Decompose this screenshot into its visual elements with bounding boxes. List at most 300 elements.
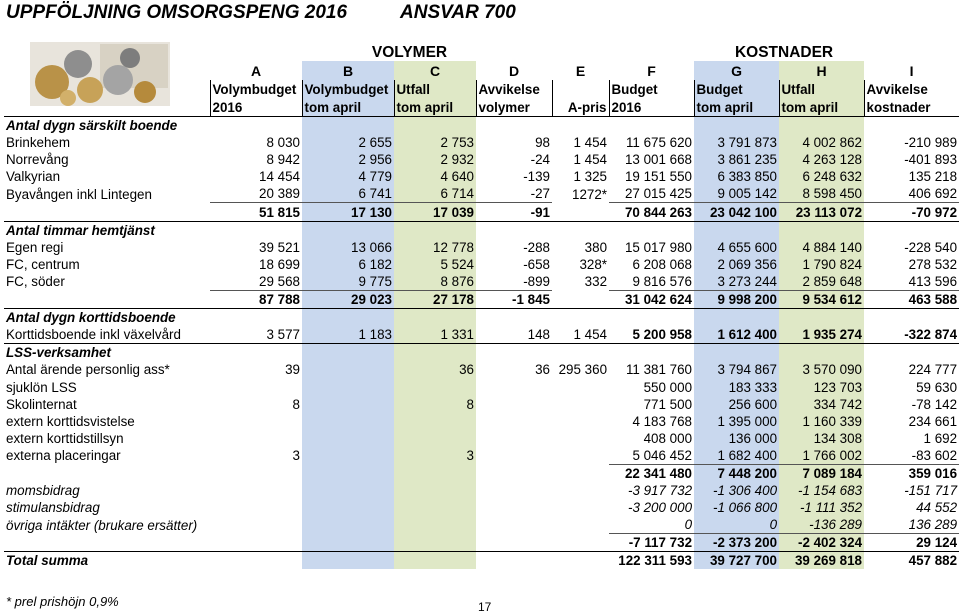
column-letter: D	[508, 63, 520, 79]
cell	[210, 378, 302, 395]
column-header: Utfall	[394, 80, 476, 98]
cell: -83 602	[911, 447, 958, 463]
cell: 4 655 600	[694, 239, 779, 256]
cell	[552, 396, 609, 413]
cell	[552, 290, 609, 308]
cell	[779, 309, 864, 327]
table-row	[4, 430, 959, 447]
column-header: Avvikelse	[864, 80, 959, 98]
cell: 3 794 867	[694, 361, 779, 378]
row-label: Egen regi	[6, 239, 64, 255]
cell: 51 815	[210, 203, 302, 221]
cell	[864, 117, 959, 135]
cell	[552, 117, 609, 135]
cell: -228 540	[904, 239, 958, 255]
cell: 4 183 768	[632, 413, 693, 429]
column-letter: H	[779, 61, 864, 80]
cell: 5 200 958	[632, 327, 693, 343]
cell	[694, 344, 779, 362]
omsorgspeng-table	[4, 41, 959, 569]
table-row	[4, 168, 959, 185]
cell: 3 861 235	[694, 151, 779, 168]
cell: -322 874	[904, 327, 958, 343]
cell	[210, 499, 302, 516]
cell	[552, 309, 609, 327]
row-label: Brinkehem	[6, 135, 71, 151]
column-header: tom april	[394, 98, 476, 117]
table-row	[4, 447, 959, 465]
cell: 4 002 862	[779, 134, 864, 151]
cell	[552, 464, 609, 482]
cell	[210, 552, 302, 570]
cell: 183 333	[694, 378, 779, 395]
cell	[302, 516, 394, 534]
section-header-row	[4, 309, 959, 327]
cell: -401 893	[904, 152, 958, 168]
section-header-row	[4, 344, 959, 362]
cell	[210, 117, 302, 135]
cell: 8 942	[266, 152, 300, 168]
cell	[302, 499, 394, 516]
cell: 8 598 450	[779, 185, 864, 203]
cell	[210, 309, 302, 327]
cell: 3	[394, 447, 476, 465]
column-header: Utfall	[779, 80, 864, 98]
cell	[302, 447, 394, 465]
cell: 6 248 632	[779, 168, 864, 185]
cell: 3 791 873	[694, 134, 779, 151]
cell	[609, 309, 694, 327]
cell	[394, 430, 476, 447]
column-letter: G	[694, 61, 779, 80]
cell	[476, 499, 552, 516]
column-header: 2016	[609, 98, 694, 117]
column-header	[552, 80, 609, 98]
cell: 1 454	[573, 135, 608, 151]
cell: 328*	[579, 256, 608, 272]
row-label: Byavången inkl Lintegen	[6, 186, 152, 202]
table-row	[4, 499, 959, 516]
cell	[302, 534, 394, 552]
row-label: FC, söder	[6, 274, 65, 290]
cell: 224 777	[908, 362, 958, 378]
cell: 15 017 980	[624, 239, 693, 255]
cell: 1 454	[573, 152, 608, 168]
cell: 1 160 339	[779, 413, 864, 430]
column-header: Budget	[609, 80, 694, 98]
cell	[210, 534, 302, 552]
cell: 334 742	[779, 396, 864, 413]
total-row	[4, 552, 959, 570]
cell	[302, 344, 394, 362]
cell	[476, 221, 552, 239]
cell	[864, 221, 959, 239]
cell: 5 524	[394, 256, 476, 273]
row-label: Antal dygn korttidsboende	[4, 309, 210, 327]
cell: -1 306 400	[694, 482, 779, 499]
kostnader-group-label: KOSTNADER	[734, 44, 834, 61]
cell: 2 956	[302, 151, 394, 168]
row-label: externa placeringar	[6, 448, 121, 464]
cell: 19 151 550	[624, 169, 693, 185]
cell: -24	[530, 152, 550, 168]
cell: 9 534 612	[779, 290, 864, 308]
cell	[394, 117, 476, 135]
column-letter: C	[394, 61, 476, 80]
cell	[552, 413, 609, 430]
cell	[552, 221, 609, 239]
cell: 1 692	[923, 430, 958, 446]
cell	[552, 534, 609, 552]
cell: 39 727 700	[694, 552, 779, 570]
cell: 98	[535, 135, 550, 151]
cell: 5 046 452	[632, 447, 693, 463]
cell: 2 753	[394, 134, 476, 151]
cell	[210, 413, 302, 430]
cell	[476, 309, 552, 327]
cell	[694, 309, 779, 327]
cell	[210, 464, 302, 482]
cell: -1 845	[476, 290, 552, 308]
column-header: Volymbudget	[302, 80, 394, 98]
cell	[210, 482, 302, 499]
cell: 20 389	[259, 186, 300, 202]
row-label: Skolinternat	[6, 396, 77, 412]
cell	[476, 413, 552, 430]
column-letter: A	[250, 63, 262, 79]
cell	[694, 117, 779, 135]
cell	[552, 516, 609, 534]
cell: 3 577	[266, 327, 300, 343]
cell: 7 089 184	[779, 464, 864, 482]
cell	[864, 344, 959, 362]
column-header: A-pris	[552, 98, 609, 117]
cell: 4 640	[394, 168, 476, 185]
cell: 771 500	[643, 396, 693, 412]
row-label: stimulansbidrag	[6, 500, 100, 516]
cell	[302, 378, 394, 395]
cell	[552, 378, 609, 395]
column-header: Avvikelse	[476, 80, 552, 98]
cell: 18 699	[259, 256, 300, 272]
column-header: kostnader	[864, 98, 959, 117]
cell: 8	[292, 396, 300, 412]
cell: 1 682 400	[694, 447, 779, 465]
cell: 359 016	[864, 464, 959, 482]
cell: 36	[535, 362, 550, 378]
cell: 29 124	[864, 534, 959, 552]
cell: 1272*	[572, 186, 608, 202]
cell	[302, 309, 394, 327]
cell	[552, 499, 609, 516]
cell: 332	[584, 274, 608, 290]
cell: 14 454	[259, 169, 300, 185]
cell	[210, 430, 302, 447]
cell	[476, 344, 552, 362]
row-label: Total summa	[4, 552, 210, 570]
cell	[864, 309, 959, 327]
cell	[302, 413, 394, 430]
cell	[394, 552, 476, 570]
cell: 29 568	[259, 273, 300, 289]
cell: 122 311 593	[609, 552, 694, 570]
cell: 2 655	[302, 134, 394, 151]
row-label: Valkyrian	[6, 169, 61, 185]
cell	[394, 413, 476, 430]
table-row	[4, 413, 959, 430]
cell	[302, 552, 394, 570]
cell: 234 661	[908, 413, 958, 429]
cell	[394, 309, 476, 327]
column-letter-row	[4, 61, 959, 80]
cell: 1 183	[302, 326, 394, 344]
cell: 123 703	[779, 378, 864, 395]
cell: 87 788	[210, 290, 302, 308]
cell: 380	[584, 239, 608, 255]
row-label: momsbidrag	[6, 483, 80, 499]
row-label: LSS-verksamhet	[4, 344, 210, 362]
row-label: FC, centrum	[6, 256, 80, 272]
cell: -91	[476, 203, 552, 221]
cell: 4 263 128	[779, 151, 864, 168]
cell	[394, 499, 476, 516]
cell: 13 001 668	[624, 152, 693, 168]
cell: -3 917 732	[627, 483, 693, 499]
table-row	[4, 482, 959, 499]
cell: 6 383 850	[694, 168, 779, 185]
cell: 11 381 760	[625, 362, 693, 378]
cell	[609, 117, 694, 135]
row-label: övriga intäkter (brukare ersätter)	[6, 517, 198, 533]
column-header: Budget	[694, 80, 779, 98]
table-row	[4, 396, 959, 413]
cell: -1 066 800	[694, 499, 779, 516]
group-header-row	[4, 41, 959, 61]
cell: 4 779	[302, 168, 394, 185]
cell	[394, 464, 476, 482]
column-header-row	[4, 98, 959, 117]
row-label	[4, 203, 210, 221]
row-label	[4, 464, 210, 482]
cell: 6 208 068	[632, 256, 693, 272]
cell: 457 882	[864, 552, 959, 570]
cell: 70 844 263	[609, 203, 694, 221]
cell	[302, 221, 394, 239]
cell: 408 000	[643, 430, 693, 446]
cell: 12 778	[394, 239, 476, 256]
cell	[552, 430, 609, 447]
cell: 134 308	[779, 430, 864, 447]
cell: 6 182	[302, 256, 394, 273]
table-row	[4, 378, 959, 395]
column-letter: F	[647, 63, 656, 79]
cell	[210, 516, 302, 534]
cell: 256 600	[694, 396, 779, 413]
cell	[394, 221, 476, 239]
column-letter: E	[575, 63, 586, 79]
section-header-row	[4, 117, 959, 135]
row-label: sjuklön LSS	[6, 379, 77, 395]
cell	[694, 221, 779, 239]
column-header: tom april	[779, 98, 864, 117]
cell: 1 325	[573, 169, 608, 185]
cell	[476, 516, 552, 534]
cell: 0	[694, 516, 779, 534]
table-row	[4, 151, 959, 168]
cell: 27 015 425	[624, 186, 693, 202]
cell	[552, 552, 609, 570]
cell: 29 023	[302, 290, 394, 308]
cell: 39	[285, 362, 300, 378]
cell: -288	[523, 239, 550, 255]
row-label	[4, 290, 210, 308]
cell: 136 000	[694, 430, 779, 447]
cell: 44 552	[916, 500, 958, 516]
cell: 3 273 244	[694, 273, 779, 291]
cell: -2 402 324	[779, 534, 864, 552]
cell	[394, 516, 476, 534]
row-label: extern korttidstillsyn	[6, 430, 124, 446]
table-row	[4, 134, 959, 151]
cell	[476, 552, 552, 570]
cell	[609, 344, 694, 362]
cell: -139	[523, 169, 550, 185]
cell: -658	[523, 256, 550, 272]
cell: 59 630	[916, 379, 958, 395]
cell	[302, 117, 394, 135]
cell: 6 741	[302, 185, 394, 203]
cell	[552, 203, 609, 221]
cell: 36	[394, 361, 476, 378]
subtotal-row	[4, 290, 959, 308]
cell: 8 876	[394, 273, 476, 291]
cell: 6 714	[394, 185, 476, 203]
column-header: tom april	[694, 98, 779, 117]
subtotal-row	[4, 534, 959, 552]
page-number: 17	[478, 600, 492, 614]
cell: 7 448 200	[694, 464, 779, 482]
cell: 23 042 100	[694, 203, 779, 221]
cell	[476, 378, 552, 395]
row-label: Korttidsboende inkl växelvård	[6, 327, 181, 343]
cell	[210, 221, 302, 239]
cell: -2 373 200	[694, 534, 779, 552]
cell: 23 113 072	[779, 203, 864, 221]
cell: -899	[523, 273, 550, 289]
cell: -70 972	[864, 203, 959, 221]
cell: 3	[292, 448, 300, 464]
cell: -151 717	[904, 483, 958, 499]
cell: 148	[527, 327, 550, 343]
cell: 406 692	[908, 186, 958, 202]
column-header: Volymbudget	[210, 80, 302, 98]
table-row	[4, 516, 959, 534]
cell	[779, 344, 864, 362]
table-row	[4, 361, 959, 378]
cell	[476, 464, 552, 482]
cell: 2 069 356	[694, 256, 779, 273]
cell: 1 454	[573, 327, 608, 343]
column-header: volymer	[476, 98, 552, 117]
cell: 2 859 648	[779, 273, 864, 291]
column-header: tom april	[302, 98, 394, 117]
row-label: Antal timmar hemtjänst	[4, 221, 210, 239]
footnote: * prel prishöjn 0,9%	[6, 594, 119, 609]
table-row	[4, 326, 959, 344]
cell: -3 200 000	[627, 500, 693, 516]
volymer-group-label: VOLYMER	[371, 44, 448, 61]
cell: 22 341 480	[609, 464, 694, 482]
cell: 1 935 274	[779, 326, 864, 344]
subtotal-row	[4, 203, 959, 221]
cell: 17 039	[394, 203, 476, 221]
cell: 0	[684, 517, 693, 533]
cell: 2 932	[394, 151, 476, 168]
cell	[302, 361, 394, 378]
cell: 295 360	[558, 362, 608, 378]
cell: 136 289	[908, 517, 958, 533]
row-label	[4, 534, 210, 552]
cell	[394, 344, 476, 362]
report-title: UPPFÖLJNING OMSORGSPENG 2016	[6, 2, 348, 23]
cell	[394, 534, 476, 552]
cell: 8	[394, 396, 476, 413]
cell	[779, 117, 864, 135]
cell	[779, 221, 864, 239]
cell: 1 612 400	[694, 326, 779, 344]
cell: 17 130	[302, 203, 394, 221]
cell	[476, 430, 552, 447]
cell	[302, 464, 394, 482]
row-label: Norrevång	[6, 152, 69, 168]
cell: -27	[530, 186, 550, 202]
column-header-row	[4, 80, 959, 98]
table-row	[4, 273, 959, 291]
cell	[394, 482, 476, 499]
cell: 135 218	[908, 169, 958, 185]
cell: 39 521	[259, 239, 300, 255]
cell	[302, 482, 394, 499]
cell: 1 766 002	[779, 447, 864, 465]
cell	[476, 534, 552, 552]
cell: 31 042 624	[609, 290, 694, 308]
cell	[210, 344, 302, 362]
row-label: Antal dygn särskilt boende	[4, 117, 210, 135]
cell	[552, 482, 609, 499]
cell	[302, 396, 394, 413]
cell: 4 884 140	[779, 239, 864, 256]
cell: -7 117 732	[609, 534, 694, 552]
row-label: Antal ärende personlig ass*	[6, 362, 170, 378]
table-row	[4, 256, 959, 273]
cell: 9 775	[302, 273, 394, 291]
cell: 1 331	[394, 326, 476, 344]
section-header-row	[4, 221, 959, 239]
cell: 8 030	[266, 135, 300, 151]
column-letter: I	[909, 63, 914, 79]
table-row	[4, 239, 959, 256]
cell: 278 532	[908, 256, 958, 272]
responsibility-title: ANSVAR 700	[400, 2, 516, 23]
cell: 1 395 000	[694, 413, 779, 430]
cell: -1 154 683	[779, 482, 864, 499]
cell: -1 111 352	[779, 499, 864, 516]
cell	[609, 221, 694, 239]
cell: 39 269 818	[779, 552, 864, 570]
cell	[552, 344, 609, 362]
cell: 27 178	[394, 290, 476, 308]
cell: 9 816 576	[632, 273, 693, 289]
